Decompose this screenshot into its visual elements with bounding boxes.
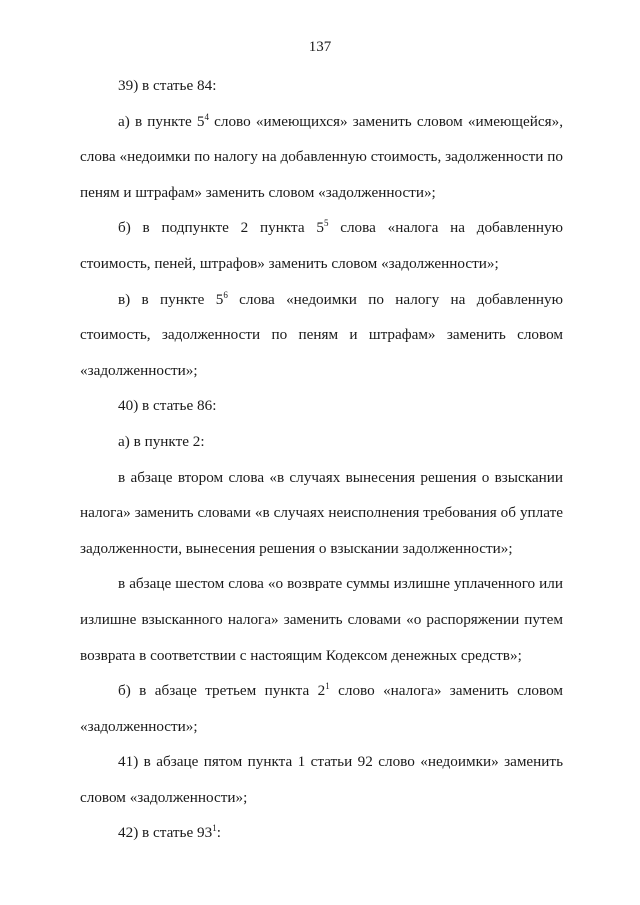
paragraph-text: б) в подпункте 2 пункта 5	[118, 219, 324, 237]
paragraph-text: слово «налога» заменить словом «задолженности»;	[80, 682, 563, 735]
paragraph-41	[80, 744, 563, 815]
paragraph-text: 41) в абзаце пятом пункта 1 статьи 92 слово «недоимки» заменить словом «задолженности»;	[80, 753, 563, 806]
paragraph-40b	[80, 673, 563, 744]
paragraph-text: б) в абзаце третьем пункта 2	[118, 682, 326, 700]
paragraph-text: слово «имеющихся» заменить словом «имеющейся», слова «недоимки по налогу на добавленную стоимость, задолженности по пеням и штрафам» заменить словом «задолженности»;	[80, 112, 563, 201]
paragraph-text: слова «недоимки по налогу на добавленную стоимость, задолженности по пеням и штрафам» заменить словом «задолженности»;	[80, 290, 563, 379]
paragraph-text: слова «налога на добавленную стоимость, пеней, штрафов» заменить словом «задолженности»;	[80, 219, 563, 272]
paragraph-40a	[80, 424, 563, 460]
superscript-index: 1	[325, 681, 330, 692]
paragraph-40a-sixth-abzac	[80, 566, 563, 673]
paragraph-42-article-93-1	[80, 815, 563, 851]
paragraph-text: в абзаце шестом слова «о возврате суммы излишне уплаченного или излишне взысканного налога» заменить словами «о распоряжении путем возврата в соответствии с настоящим Кодексом денежных средств»;	[80, 575, 563, 664]
paragraph-39v	[80, 282, 563, 389]
paragraph-40a-second-abzac	[80, 460, 563, 567]
paragraph-text: в) в пункте 5	[118, 290, 224, 308]
paragraph-39-article-84	[80, 68, 563, 104]
paragraph-40-article-86	[80, 388, 563, 424]
paragraph-text: :	[216, 824, 221, 842]
paragraph-text: 39) в статье 84:	[118, 77, 217, 94]
paragraph-text: а) в пункте 2:	[118, 432, 205, 450]
page-number: 137	[308, 39, 332, 55]
paragraph-39b	[80, 210, 563, 281]
superscript-index: 4	[204, 111, 209, 122]
superscript-index: 1	[212, 823, 217, 834]
paragraph-39a	[80, 104, 563, 211]
paragraph-text: в абзаце втором слова «в случаях вынесения решения о взыскании налога» заменить словами «в случаях неисполнения требования об уплате задолженности, вынесения решения о взыскании задолженности»;	[80, 468, 563, 557]
paragraph-text: 40) в статье 86:	[118, 397, 217, 415]
paragraph-text: а) в пункте 5	[118, 112, 205, 130]
paragraph-text: 42) в статье 93	[118, 824, 213, 842]
superscript-index: 5	[323, 218, 329, 229]
superscript-index: 6	[223, 289, 228, 300]
document-body	[80, 68, 563, 851]
